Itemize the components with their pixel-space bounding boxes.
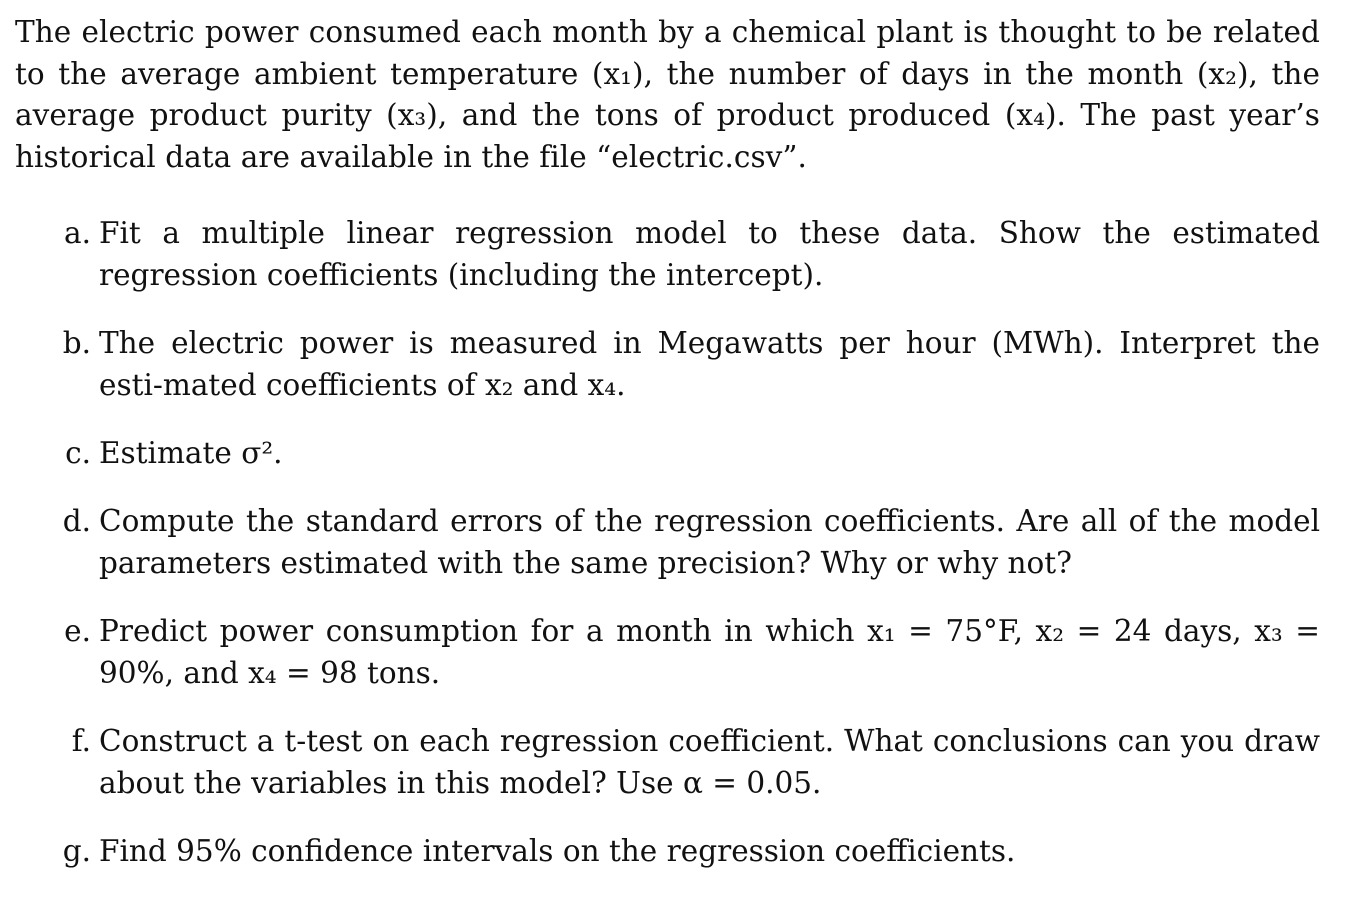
part-label: b.	[62, 326, 91, 360]
part-label: e.	[64, 614, 91, 648]
part-c	[15, 432, 1320, 474]
part-text: Find 95% confidence intervals on the regression coefficients.	[99, 834, 1016, 868]
part-label: g.	[62, 834, 91, 868]
problem-intro: The electric power consumed each month by a chemical plant is thought to be related to the average ambient temperature (x₁), the number of days in the month (x₂), the average product purity (x₃), and the tons of product produced (x₄). The past year’s historical data are available in the file “electric.csv”.	[15, 15, 1320, 174]
part-g	[15, 830, 1320, 872]
problem-parts-list	[15, 212, 1320, 872]
part-text: Construct a t-test on each regression coefficient. What conclusions can you draw about the variables in this model? Use α = 0.05.	[99, 724, 1320, 800]
part-f	[15, 720, 1320, 804]
part-label: d.	[62, 504, 91, 538]
part-text: Fit a multiple linear regression model to these data. Show the estimated regression coefficients (including the intercept).	[99, 216, 1320, 292]
part-text: Predict power consumption for a month in which x₁ = 75°F, x₂ = 24 days, x₃ = 90%, and x₄ = 98 tons.	[99, 614, 1320, 690]
part-label: c.	[65, 436, 91, 470]
part-text: Estimate σ².	[99, 436, 283, 470]
part-text: Compute the standard errors of the regression coefficients. Are all of the model parameters estimated with the same precision? Why or why not?	[99, 504, 1320, 580]
part-label: a.	[64, 216, 91, 250]
part-b	[15, 322, 1320, 406]
part-e	[15, 610, 1320, 694]
part-d	[15, 500, 1320, 584]
part-text: The electric power is measured in Megawatts per hour (MWh). Interpret the esti-mated coefficients of x₂ and x₄.	[99, 326, 1320, 402]
part-a	[15, 212, 1320, 296]
part-label: f.	[71, 724, 91, 758]
